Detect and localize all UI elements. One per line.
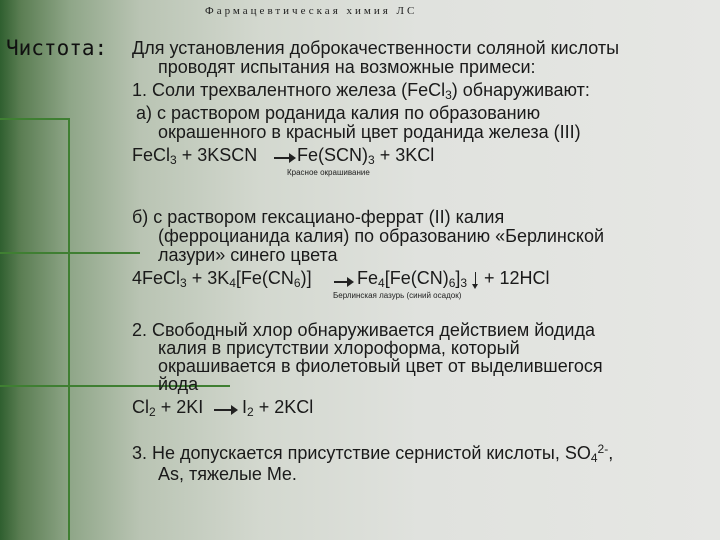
precipitate-arrow-icon	[475, 272, 476, 286]
text-line: As, тяжелые Me.	[158, 464, 297, 484]
text-line: окрашенного в красный цвет роданида железа (III)	[158, 122, 581, 142]
text-line: йода	[158, 374, 199, 394]
reaction-arrow-icon	[334, 281, 352, 283]
text-line: окрашивается в фиолетовый цвет от выделившегося	[158, 356, 603, 376]
text-line: б) с раствором гексациано-феррат (II) калия	[132, 207, 505, 227]
decorative-vertical-line	[68, 118, 70, 540]
equation-1-note: Красное окрашивание	[287, 168, 370, 177]
equation-1-right: $Fe(SCN)_3 + 3KCl$	[297, 145, 435, 167]
equation-2-note: Берлинская лазурь (синий осадок)	[333, 291, 462, 300]
decorative-step-line	[0, 252, 140, 254]
text-line: (ферроцианида калия) по образованию «Берлинской	[158, 226, 605, 246]
equation-3-left: $Cl_2 + 2KI$	[132, 397, 204, 419]
equation-2-right: $Fe_4[Fe(CN)_6]_3$	[357, 268, 468, 290]
text-line: калия в присутствии хлороформа, который	[158, 338, 520, 358]
text-line: лазури» синего цвета	[158, 245, 338, 265]
text-line: 2. Свободный хлор обнаруживается действием йодида	[132, 320, 595, 340]
text-line: Для установления доброкачественности соляной кислоты	[132, 38, 620, 58]
equation-2-left: 4FeCl$_3$ + $3K_4[Fe(CN_6)]$	[132, 268, 312, 290]
equation-2-product: + 12HCl	[484, 268, 550, 288]
text-line: 1. Соли трехвалентного железа (FeCl$_3$) обнаруживают:	[132, 80, 590, 102]
equation-1-left: FeCl$_3$ + 3KSCN	[132, 145, 258, 167]
decorative-step-line	[0, 118, 70, 120]
equation-3-right: $I_2 + 2KCl$	[242, 397, 314, 419]
reaction-arrow-icon	[214, 409, 236, 411]
text-line: а) с раствором роданида калия по образованию	[136, 103, 541, 123]
reaction-arrow-icon	[274, 157, 294, 159]
page-header: Фармацевтическая химия ЛС	[205, 5, 418, 17]
text-line: проводят испытания на возможные примеси:	[158, 57, 536, 77]
text-line: 3. Не допускается присутствие сернистой кислоты, $SO_4^{2-}$,	[132, 442, 614, 465]
side-title: Чистота:	[6, 36, 108, 60]
